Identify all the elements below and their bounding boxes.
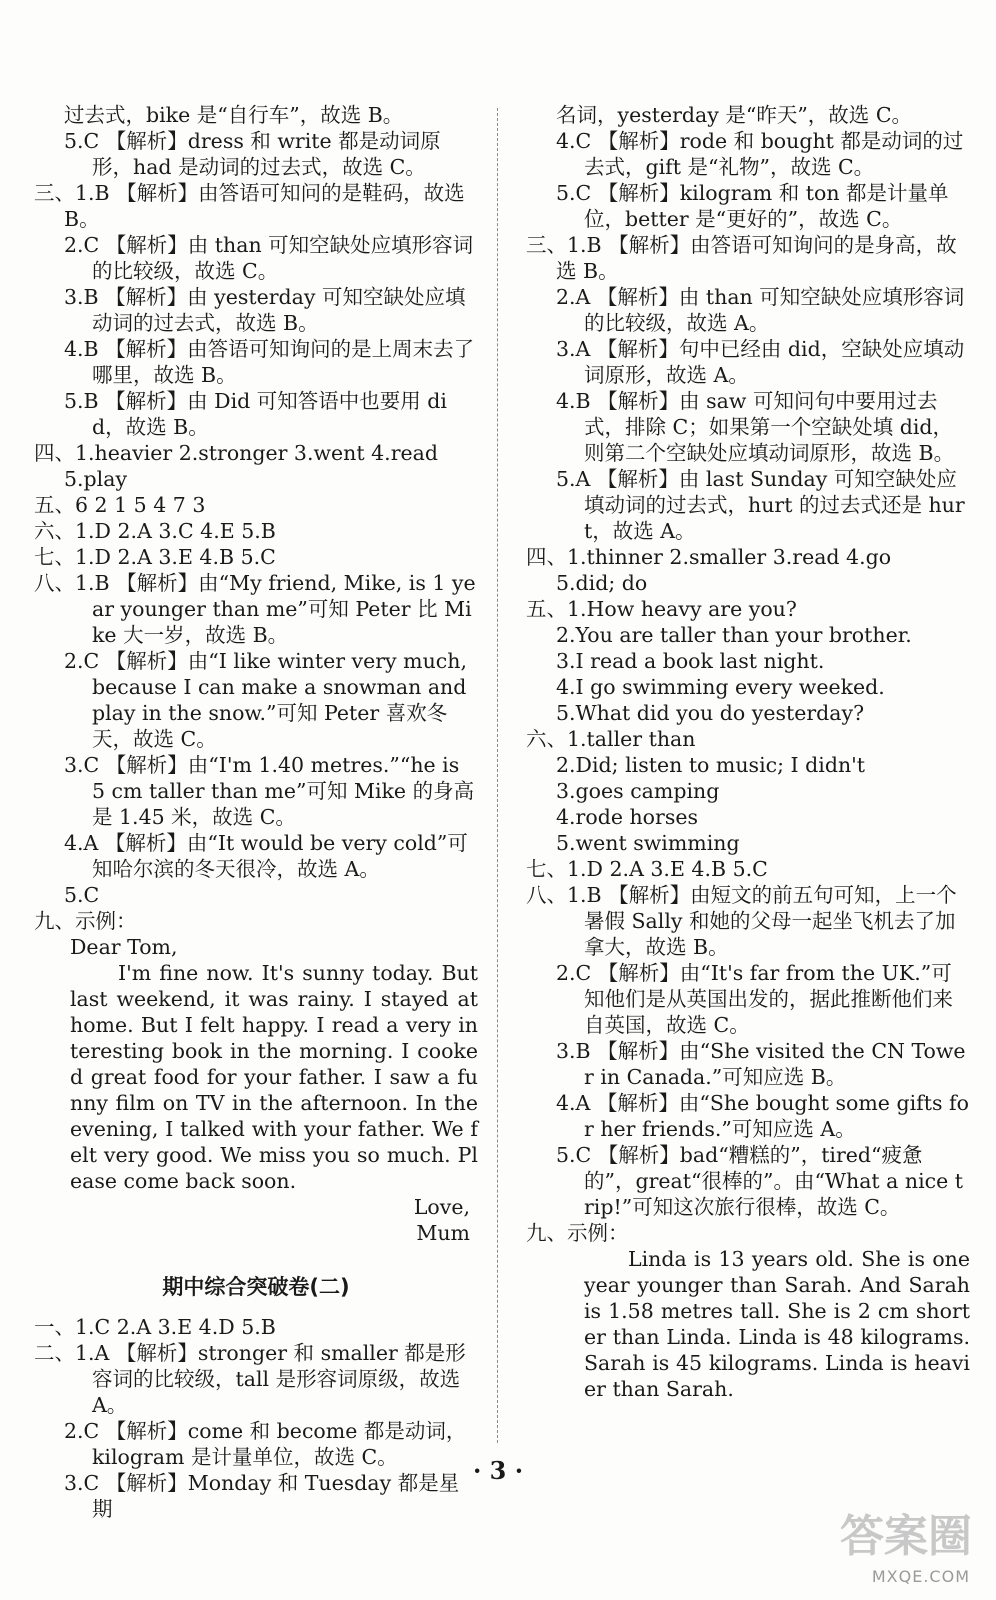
answer-line: 4.C 【解析】rode 和 bought 都是动词的过去式，gift 是“礼物”，故选 C。 (556, 129, 964, 179)
answer-line: 六、1.D 2.A 3.C 4.E 5.B (34, 519, 276, 543)
answer-line: 5.C 【解析】kilogram 和 ton 都是计量单位，better 是“更好的”，故选 C。 (556, 181, 949, 231)
answer-line: 名词，yesterday 是“昨天”，故选 C。 (556, 103, 913, 127)
answer-line: 3.goes camping (556, 779, 720, 803)
answer-line: 5.C 【解析】bad“糟糕的”，tired“疲惫的”，great“很棒的”。由“What a nice trip!”可知这次旅行很棒，故选 C。 (556, 1143, 964, 1219)
answer-line: 4.B 【解析】由答语可知询问的是上周末去了哪里，故选 B。 (64, 337, 475, 387)
sample-paragraph: Linda is 13 years old. She is one year younger than Sarah. And Sarah is 1.58 metres tall. She is 2 cm shorter than Linda. Linda is 48 kilograms. Sarah is 45 kilograms. Linda is heavier than Sarah. (584, 1247, 970, 1401)
answer-line: 2.You are taller than your brother. (556, 623, 912, 647)
answer-line: 九、示例： (34, 909, 137, 933)
answer-line: 过去式，bike 是“自行车”，故选 B。 (64, 103, 404, 127)
answer-line: 4.rode horses (556, 805, 698, 829)
answer-line: 4.A 【解析】由“She bought some gifts for her friends.”可知应选 A。 (556, 1091, 969, 1141)
answer-line: 五、6 2 1 5 4 7 3 (34, 493, 206, 517)
answer-line: 2.C 【解析】由“I like winter very much, because I can make a snowman and play in the snow.”可知 Peter 喜欢冬天，故选 C。 (64, 649, 467, 751)
letter-body: I'm fine now. It's sunny today. But last weekend, it was rainy. I stayed at home. But I felt happy. I read a very interesting book in the morning. I cooked great food for your father. I saw a funny film on TV in the afternoon. In the evening, I talked with your father. We felt very good. We miss you so much. Please come back soon. (70, 961, 478, 1193)
answer-line: 八、1.B 【解析】由短文的前五句可知，上一个暑假 Sally 和她的父母一起坐飞机去了加拿大，故选 B。 (526, 883, 957, 959)
answer-line: 2.A 【解析】由 than 可知空缺处应填形容词的比较级，故选 A。 (556, 285, 965, 335)
page-number: · 3 · (472, 1456, 524, 1485)
answer-line: 六、1.taller than (526, 727, 696, 751)
answer-line: 5.went swimming (556, 831, 740, 855)
letter-greeting: Dear Tom, (70, 935, 178, 959)
answer-line: 八、1.B 【解析】由“My friend, Mike, is 1 year younger than me”可知 Peter 比 Mike 大一岁，故选 B。 (34, 571, 476, 647)
left-answers-2 (34, 1314, 478, 1522)
answer-line: 5.B 【解析】由 Did 可知答语中也要用 did，故选 B。 (64, 389, 447, 439)
answer-line: 2.Did; listen to music; I didn't (556, 753, 866, 777)
answer-line: 4.B 【解析】由 saw 可知问句中要用过去式，排除 C；如果第一个空缺处填 did，则第二个空缺处应填动词原形，故选 B。 (556, 389, 955, 465)
answer-line: 九、示例： (526, 1221, 629, 1245)
right-answers (526, 102, 970, 1246)
watermark-logo: 答案圈 (840, 1511, 972, 1562)
answer-line: 三、1.B 【解析】由答语可知询问的是身高，故选 B。 (526, 233, 957, 283)
answer-line: 2.C 【解析】由“It's far from the UK.”可知他们是从英国出发的，据此推断他们来自英国，故选 C。 (556, 961, 953, 1037)
answer-line: 一、1.C 2.A 3.E 4.D 5.B (34, 1315, 276, 1339)
answer-line: 四、1.heavier 2.stronger 3.went 4.read (34, 441, 438, 465)
answer-line: 3.A 【解析】句中已经由 did，空缺处应填动词原形，故选 A。 (556, 337, 965, 387)
answer-line: 5.did; do (556, 571, 648, 595)
answer-line: 三、1.B 【解析】由答语可知问的是鞋码，故选 B。 (34, 181, 465, 231)
answer-line: 5.play (64, 467, 128, 491)
answer-line: 3.B 【解析】由 yesterday 可知空缺处应填动词的过去式，故选 B。 (64, 285, 466, 335)
answer-line: 5.What did you do yesterday? (556, 701, 865, 725)
answer-line: 七、1.D 2.A 3.E 4.B 5.C (526, 857, 768, 881)
answer-line: 3.C 【解析】Monday 和 Tuesday 都是星期 (64, 1471, 460, 1521)
answer-line: 3.C 【解析】由“I'm 1.40 metres.”“he is 5 cm taller than me”可知 Mike 的身高是 1.45 米，故选 C。 (64, 753, 475, 829)
sample-letter (34, 934, 478, 1246)
letter-closing: Love, (413, 1195, 470, 1219)
right-column (526, 102, 970, 1402)
section-title: 期中综合突破卷(二) (162, 1275, 350, 1299)
answer-line: 5.A 【解析】由 last Sunday 可知空缺处应填动词的过去式，hurt 的过去式还是 hurt，故选 A。 (556, 467, 965, 543)
watermark-site: MXQE.COM (871, 1567, 970, 1586)
answer-line: 五、1.How heavy are you? (526, 597, 797, 621)
left-answers (34, 102, 478, 934)
answer-line: 七、1.D 2.A 3.E 4.B 5.C (34, 545, 276, 569)
answer-line: 4.A 【解析】由“It would be very cold”可知哈尔滨的冬天很冷，故选 A。 (64, 831, 468, 881)
answer-line: 2.C 【解析】come 和 become 都是动词，kilogram 是计量单位，故选 C。 (64, 1419, 467, 1469)
answer-line: 5.C 【解析】dress 和 write 都是动词原形，had 是动词的过去式，故选 C。 (64, 129, 441, 179)
column-divider (497, 108, 498, 1443)
answer-line: 2.C 【解析】由 than 可知空缺处应填形容词的比较级，故选 C。 (64, 233, 474, 283)
answer-line: 四、1.thinner 2.smaller 3.read 4.go (526, 545, 892, 569)
left-column (34, 102, 478, 1522)
answer-line: 二、1.A 【解析】stronger 和 smaller 都是形容词的比较级，tall 是形容词原级，故选 A。 (34, 1341, 466, 1417)
answer-line: 4.I go swimming every weeked. (556, 675, 885, 699)
answer-line: 5.C (64, 883, 100, 907)
letter-signature: Mum (416, 1221, 470, 1245)
answer-line: 3.I read a book last night. (556, 649, 825, 673)
answer-line: 3.B 【解析】由“She visited the CN Tower in Canada.”可知应选 B。 (556, 1039, 966, 1089)
